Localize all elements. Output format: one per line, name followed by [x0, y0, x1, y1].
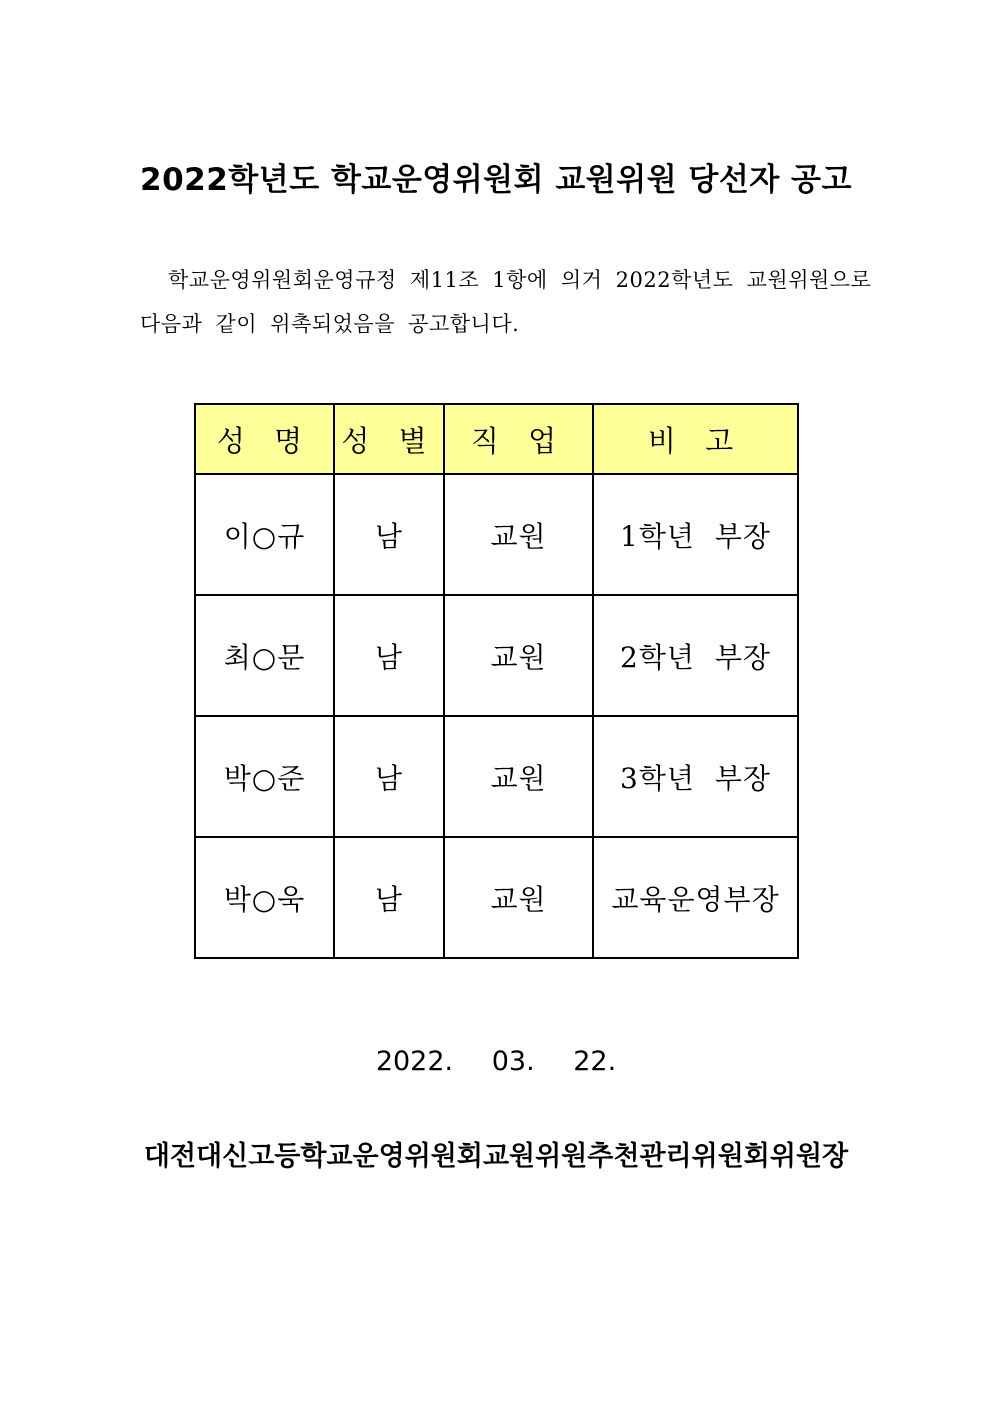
appointee-table	[194, 403, 799, 959]
cell-name: 최○문	[195, 595, 334, 716]
cell-name: 박○욱	[195, 837, 334, 958]
cell-gender: 남	[334, 474, 444, 595]
document-title: 2022학년도 학교운영위원회 교원위원 당선자 공고	[140, 162, 852, 198]
table-header-row	[195, 404, 798, 474]
issuer-signature: 대전대신고등학교운영위원회교원위원추천관리위원회위원장	[143, 1141, 849, 1172]
cell-occupation: 교원	[444, 837, 593, 958]
cell-gender: 남	[334, 716, 444, 837]
cell-name: 박○준	[195, 716, 334, 837]
cell-remarks: 1학년 부장	[593, 474, 798, 595]
cell-remarks: 3학년 부장	[593, 716, 798, 837]
notice-body	[140, 258, 870, 346]
cell-gender: 남	[334, 837, 444, 958]
header-remarks: 비 고	[593, 404, 798, 474]
table-row	[195, 474, 798, 595]
announcement-date: 2022. 03. 22.	[375, 1046, 617, 1077]
cell-occupation: 교원	[444, 595, 593, 716]
cell-remarks: 2학년 부장	[593, 595, 798, 716]
cell-name: 이○규	[195, 474, 334, 595]
cell-occupation: 교원	[444, 716, 593, 837]
notice-body-line-1: 학교운영위원회운영규정 제11조 1항에 의거 2022학년도 교원위원으로	[168, 268, 872, 292]
header-occupation: 직 업	[444, 404, 593, 474]
table-row	[195, 837, 798, 958]
cell-occupation: 교원	[444, 474, 593, 595]
cell-gender: 남	[334, 595, 444, 716]
header-gender: 성 별	[334, 404, 444, 474]
table-row	[195, 716, 798, 837]
cell-remarks: 교육운영부장	[593, 837, 798, 958]
header-name: 성 명	[195, 404, 334, 474]
table-row	[195, 595, 798, 716]
notice-body-line-2: 다음과 같이 위촉되었음을 공고합니다.	[140, 312, 520, 336]
